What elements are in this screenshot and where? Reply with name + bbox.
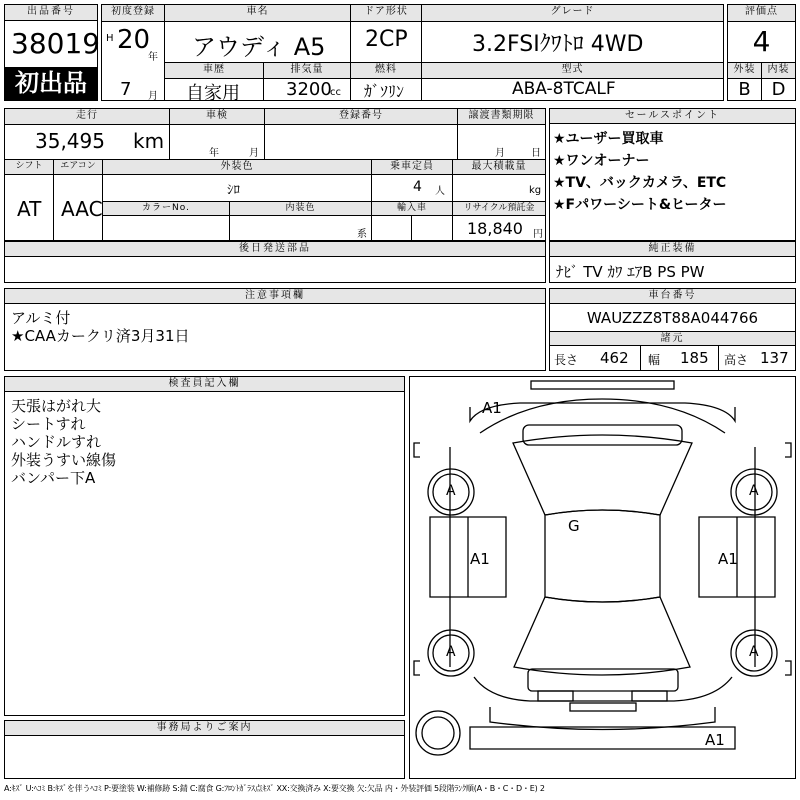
door-label: ドア形状 — [351, 5, 421, 21]
displacement-unit: cc — [330, 87, 341, 98]
lot-number-label: 出品番号 — [5, 5, 97, 21]
chassis-box — [549, 288, 796, 371]
inspector-line: ハンドルすれ — [11, 433, 102, 451]
fuel-value: ｶﾞｿﾘﾝ — [364, 82, 405, 101]
inspection-month-unit: 月 — [249, 148, 259, 159]
sales-points-box — [549, 108, 796, 241]
inspection-label: 車検 — [170, 109, 264, 124]
notes-label: 注意事項欄 — [5, 289, 545, 304]
reg-year: 20 — [117, 25, 151, 55]
car-name-label: 車名 — [165, 5, 350, 21]
history-value: 自家用 — [186, 83, 240, 104]
score-label: 評価点 — [728, 5, 795, 21]
height-value: 137 — [760, 349, 789, 367]
lot-number-box — [4, 4, 101, 101]
sales-points-list — [553, 128, 726, 216]
capacity-value: 4 — [413, 179, 422, 195]
dims-label: 諸元 — [550, 332, 795, 346]
capacity-unit: 人 — [435, 186, 445, 197]
grade: 3.2FSIｸﾜﾄﾛ 4WD — [472, 32, 644, 57]
right-mirror-front-shape — [785, 443, 791, 457]
recycle-value: 18,840 — [467, 219, 523, 238]
first-listing-badge: 初出品 — [5, 67, 97, 100]
inspector-line: シートすれ — [11, 415, 86, 433]
interior-grade-label: 内装 — [762, 63, 795, 78]
ext-color-value: ｼﾛ — [227, 183, 240, 198]
details-box — [4, 108, 546, 241]
notes-box — [4, 288, 546, 371]
mileage-value: 35,495 — [35, 129, 105, 153]
tire-fl-mark: A — [446, 483, 456, 499]
width-label: 幅 — [648, 353, 661, 367]
first-reg-label: 初度登録 — [102, 5, 164, 21]
sales-point-item: ★TV、バックカメラ、ETC — [553, 175, 727, 191]
chassis-number: WAUZZZ8T88A044766 — [586, 309, 759, 327]
hood-edge-shape — [480, 399, 725, 433]
model-value: ABA-8TCALF — [512, 79, 616, 99]
front-outline-shape — [470, 403, 735, 421]
sales-point-item: ★ユーザー買取車 — [553, 131, 664, 147]
inspector-line: 天張はがれ大 — [11, 397, 102, 415]
rear-light-right-shape — [632, 691, 667, 701]
length-value: 462 — [600, 349, 629, 367]
right-mirror-rear-shape — [785, 661, 791, 675]
recycle-unit: 円 — [533, 229, 543, 240]
model-label: 型式 — [422, 63, 723, 78]
underbody-shape — [470, 727, 735, 749]
roof-shape — [545, 510, 660, 602]
lot-number: 38019 — [11, 27, 101, 60]
transfer-month-unit: 月 — [495, 148, 505, 159]
roof-mark: G — [568, 517, 580, 535]
shift-value: AT — [17, 197, 42, 221]
legend-text: A:ｷｽﾞ U:ﾍｺﾐ B:ｷｽﾞを伴うﾍｺﾐ P:要塗装 W:補修跡 S:錆 C:腐食 G:ﾌﾛﾝﾄｶﾞﾗｽ点ｷｽﾞ XX:交換済み X:要交換 欠:欠品 内・外装評価 5段階ﾗﾝｸ順(A・B・C・D・E) 2 — [4, 784, 545, 793]
car-name: アウディ A5 — [192, 33, 326, 61]
rear-mark: A1 — [705, 731, 725, 749]
equipment-label: 純正装備 — [550, 242, 795, 257]
rear-plate-shape — [570, 703, 636, 711]
car-diagram — [409, 376, 796, 779]
sales-point-item: ★ワンオーナー — [553, 153, 650, 169]
transfer-docs-label: 譲渡書類期限 — [458, 109, 545, 124]
later-parts-label: 後日発送部品 — [5, 242, 545, 257]
tire-fr-mark: A — [749, 483, 759, 499]
equipment-box — [549, 241, 796, 283]
exterior-grade: B — [738, 79, 751, 100]
ac-label: エアコン — [54, 160, 102, 174]
month-unit: 月 — [148, 91, 158, 102]
later-parts-box — [4, 241, 546, 283]
left-mirror-rear-shape — [414, 661, 420, 675]
tire-rr-mark: A — [749, 644, 759, 660]
left-side-mark: A1 — [470, 550, 490, 568]
history-label: 車歴 — [165, 63, 263, 78]
exterior-grade-label: 外装 — [728, 63, 761, 78]
note-line: アルミ付 — [11, 309, 71, 327]
tire-rl-mark: A — [446, 644, 456, 660]
int-color-unit: 系 — [357, 229, 367, 240]
capacity-label: 乗車定員 — [372, 160, 452, 174]
notes-list — [11, 309, 190, 345]
shift-label: シフト — [5, 160, 53, 174]
ext-color-label: 外装色 — [103, 160, 371, 174]
car-diagram-svg — [410, 377, 795, 778]
equipment-value: ﾅﾋﾞ TV ｶﾜ ｴｱB PS PW — [556, 263, 705, 281]
left-mirror-front-shape — [414, 443, 420, 457]
office-box — [4, 720, 405, 779]
inspector-line: バンパー下A — [11, 469, 96, 487]
rear-light-left-shape — [538, 691, 573, 701]
windshield-shape — [513, 435, 692, 515]
recycle-label: リサイクル預託金 — [453, 202, 545, 215]
interior-grade: D — [771, 79, 786, 100]
door-type: 2CP — [365, 27, 408, 52]
length-label: 長さ — [554, 353, 579, 367]
score-value: 4 — [752, 25, 771, 58]
displacement-label: 排気量 — [264, 63, 350, 78]
era: H — [106, 33, 114, 44]
color-no-label: カラーNo. — [103, 202, 229, 215]
transfer-day-unit: 日 — [531, 148, 541, 159]
ac-value: AAC — [61, 197, 103, 221]
year-unit: 年 — [148, 52, 158, 63]
score-box — [727, 4, 796, 101]
right-side-mark: A1 — [718, 550, 738, 568]
sales-points-label: セールスポイント — [550, 109, 795, 124]
int-color-label: 内装色 — [230, 202, 371, 215]
front-bumper-shape — [531, 381, 674, 389]
rear-outline-shape — [474, 677, 732, 701]
grade-label: グレード — [422, 5, 723, 21]
note-line: ★CAAカークリ済3月31日 — [11, 327, 190, 345]
reg-month: 7 — [120, 79, 132, 100]
inspector-label: 検査員記入欄 — [5, 377, 404, 392]
displacement-value: 3200 — [286, 79, 332, 100]
inspector-box — [4, 376, 405, 716]
spare-tire-inner-shape — [422, 717, 454, 749]
inspection-year-unit: 年 — [209, 148, 219, 159]
office-label: 事務局よりご案内 — [5, 721, 404, 736]
chassis-label: 車台番号 — [550, 289, 795, 304]
sales-point-item: ★Fパワーシート&ヒーター — [553, 197, 727, 213]
vehicle-info-box — [101, 4, 724, 104]
import-label: 輸入車 — [372, 202, 452, 215]
fuel-label: 燃料 — [351, 63, 421, 78]
rear-window-shape — [514, 597, 690, 675]
width-value: 185 — [680, 349, 709, 367]
max-load-label: 最大積載量 — [453, 160, 545, 174]
inspector-line: 外装うすい線傷 — [11, 451, 117, 469]
reg-number-label: 登録番号 — [265, 109, 457, 124]
inspector-list — [11, 397, 116, 487]
height-label: 高さ — [724, 353, 749, 367]
max-load-unit: kg — [529, 185, 542, 196]
mileage-label: 走行 — [5, 109, 169, 124]
front-mark: A1 — [482, 399, 502, 417]
mileage-unit: km — [133, 129, 165, 153]
